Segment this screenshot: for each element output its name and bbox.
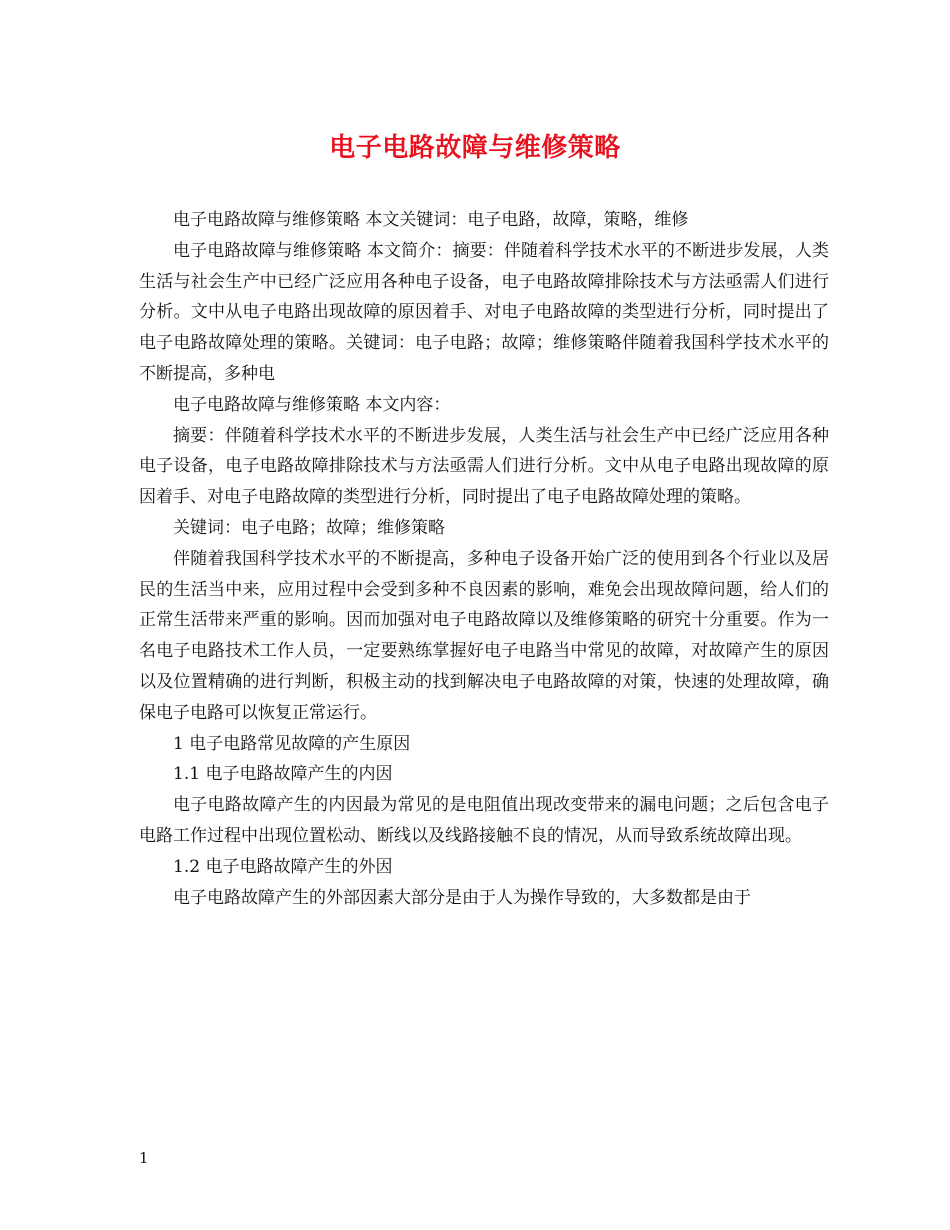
paragraph-abstract: 摘要：伴随着科学技术水平的不断进步发展，人类生活与社会生产中已经广泛应用各种电子设备，电子电路故障排除技术与方法亟需人们进行分析。文中从电子电路出现故障的原因着手、对电子电路故障的类型进行分析，同时提出了电子电路故障处理的策略。	[139, 425, 829, 508]
paragraph-keywords: 关键词：电子电路；故障；维修策略	[173, 517, 445, 538]
document-title: 电子电路故障与维修策略	[329, 133, 621, 163]
subsection-heading-1-2: 1.2 电子电路故障产生的外因	[173, 856, 393, 877]
section-heading-1: 1 电子电路常见故障的产生原因	[173, 733, 411, 754]
paragraph-external-causes: 电子电路故障产生的外部因素大部分是由于人为操作导致的，大多数都是由于	[173, 887, 751, 908]
paragraph-content-heading: 电子电路故障与维修策略 本文内容：	[173, 394, 451, 415]
paragraph-internal-causes: 电子电路故障产生的内因最为常见的是电阻值出现改变带来的漏电问题；之后包含电子电路工作过程中出现位置松动、断线以及线路接触不良的情况，从而导致系统故障出现。	[139, 795, 829, 846]
paragraph-introduction: 伴随着我国科学技术水平的不断提高，多种电子设备开始广泛的使用到各个行业以及居民的生活当中来，应用过程中会受到多种不良因素的影响，难免会出现故障问题，给人们的正常生活带来严重的影响。因而加强对电子电路故障以及维修策略的研究十分重要。作为一名电子电路技术工作人员，一定要熟练掌握好电子电路当中常见的故障，对故障产生的原因以及位置精确的进行判断，积极主动的找到解决电子电路故障的对策，快速的处理故障，确保电子电路可以恢复正常运行。	[139, 548, 829, 723]
document-body	[139, 205, 829, 913]
paragraph-keywords-summary: 电子电路故障与维修策略 本文关键词：电子电路，故障，策略，维修	[173, 210, 689, 230]
page-number: 1	[139, 1149, 149, 1167]
paragraph-introduction-summary: 电子电路故障与维修策略 本文简介：摘要：伴随着科学技术水平的不断进步发展，人类生活与社会生产中已经广泛应用各种电子设备，电子电路故障排除技术与方法亟需人们进行分析。文中从电子电路出现故障的原因着手、对电子电路故障的类型进行分析，同时提出了电子电路故障处理的策略。关键词：电子电路；故障；维修策略伴随着我国科学技术水平的不断提高，多种电	[139, 240, 829, 384]
subsection-heading-1-1: 1.1 电子电路故障产生的内因	[173, 764, 393, 785]
